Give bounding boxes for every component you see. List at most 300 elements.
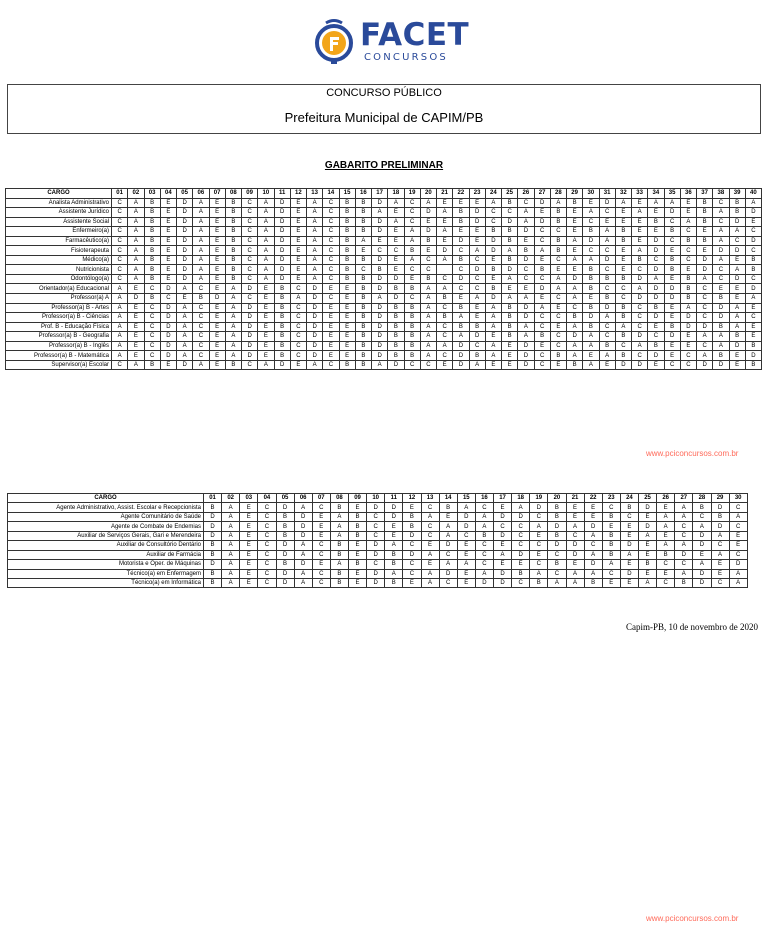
answer-cell: D [518, 313, 534, 323]
answer-cell: A [583, 341, 599, 351]
answer-cell: E [290, 198, 306, 208]
cargo-name: Auxiliar de Farmácia [8, 550, 204, 559]
answer-cell: B [144, 360, 160, 370]
answer-cell: A [372, 360, 388, 370]
answer-cell: E [729, 351, 745, 361]
answer-cell: C [258, 522, 276, 531]
answer-cell: D [648, 313, 664, 323]
answer-cell: A [697, 332, 713, 342]
answer-cell: D [420, 208, 436, 218]
answer-cell: C [475, 541, 493, 550]
answer-cell: E [620, 531, 638, 540]
answer-cell: B [355, 332, 371, 342]
answer-cell: A [258, 274, 274, 284]
question-number: 16 [355, 189, 371, 199]
answer-cell: C [534, 274, 550, 284]
answer-cell: E [323, 322, 339, 332]
answer-cell: A [475, 512, 493, 521]
answer-cell: E [240, 541, 258, 550]
answer-cell: B [355, 294, 371, 304]
cargo-name: Prof. B - Educação Física [6, 322, 112, 332]
answer-cell: E [567, 208, 583, 218]
answer-cell: A [602, 560, 620, 569]
answer-cell: E [209, 208, 225, 218]
answer-cell: C [632, 303, 648, 313]
answer-cell: B [639, 560, 657, 569]
answer-cell: A [469, 294, 485, 304]
answer-cell: D [620, 541, 638, 550]
answer-cell: E [421, 541, 439, 550]
answer-cell: B [339, 265, 355, 275]
question-number: 24 [620, 494, 638, 503]
answer-cell: C [437, 351, 453, 361]
answer-cell: D [729, 246, 745, 256]
answer-cell: E [599, 360, 615, 370]
answer-cell: B [330, 578, 348, 587]
answer-cell: D [453, 360, 469, 370]
answer-cell: E [602, 522, 620, 531]
answer-cell: E [648, 322, 664, 332]
answer-cell: C [160, 294, 176, 304]
answer-cell: E [160, 227, 176, 237]
answer-cell: E [290, 265, 306, 275]
answer-cell: A [128, 198, 144, 208]
question-number: 15 [457, 494, 475, 503]
answer-cell: C [144, 303, 160, 313]
answer-cell: C [599, 208, 615, 218]
answer-cell: D [177, 255, 193, 265]
answer-cell: C [312, 503, 330, 512]
answer-cell: B [534, 332, 550, 342]
answer-cell: A [583, 360, 599, 370]
answer-cell: B [404, 246, 420, 256]
answer-cell: D [494, 569, 512, 578]
answer-cell: C [534, 322, 550, 332]
answer-cell: E [664, 303, 680, 313]
answer-table-1 [5, 188, 762, 370]
answer-cell: D [729, 341, 745, 351]
answer-cell: B [697, 236, 713, 246]
answer-cell: B [403, 512, 421, 521]
answer-cell: C [144, 313, 160, 323]
answer-cell: E [485, 274, 501, 284]
answer-cell: E [339, 303, 355, 313]
answer-cell: D [697, 360, 713, 370]
question-number: 29 [711, 494, 729, 503]
answer-cell: A [258, 198, 274, 208]
answer-cell: A [225, 294, 241, 304]
answer-cell: B [355, 313, 371, 323]
answer-cell: E [312, 522, 330, 531]
question-number: 35 [664, 189, 680, 199]
question-number: 05 [276, 494, 294, 503]
answer-cell: C [550, 313, 566, 323]
answer-cell: B [583, 284, 599, 294]
answer-cell: E [160, 236, 176, 246]
answer-cell: D [439, 541, 457, 550]
answer-cell: E [258, 322, 274, 332]
answer-cell: E [485, 360, 501, 370]
answer-cell: C [713, 265, 729, 275]
answer-cell: A [518, 332, 534, 342]
answer-cell: C [312, 541, 330, 550]
answer-cell: E [632, 217, 648, 227]
answer-cell: D [599, 303, 615, 313]
answer-cell: B [602, 550, 620, 559]
answer-cell: D [160, 303, 176, 313]
answer-cell: B [713, 351, 729, 361]
answer-cell: A [420, 303, 436, 313]
answer-cell: C [713, 217, 729, 227]
answer-cell: E [209, 227, 225, 237]
answer-cell: D [648, 265, 664, 275]
answer-cell: A [494, 550, 512, 559]
answer-cell: C [711, 541, 729, 550]
answer-cell: B [339, 274, 355, 284]
answer-cell: A [469, 360, 485, 370]
answer-cell: B [274, 284, 290, 294]
answer-cell: C [323, 208, 339, 218]
answer-cell: D [177, 246, 193, 256]
answer-cell: C [242, 274, 258, 284]
answer-cell: D [420, 227, 436, 237]
answer-cell: A [307, 274, 323, 284]
answer-cell: E [550, 303, 566, 313]
answer-cell: A [632, 208, 648, 218]
answer-cell: A [222, 578, 240, 587]
answer-cell: D [648, 246, 664, 256]
answer-cell: D [437, 246, 453, 256]
answer-cell: C [602, 569, 620, 578]
answer-cell: A [729, 322, 745, 332]
answer-cell: C [367, 560, 385, 569]
cargo-name: Assistente Social [6, 217, 112, 227]
answer-cell: E [518, 236, 534, 246]
answer-cell: B [453, 255, 469, 265]
answer-cell: E [657, 569, 675, 578]
answer-cell: C [323, 198, 339, 208]
answer-cell: C [512, 522, 530, 531]
answer-cell: B [599, 274, 615, 284]
question-number: 07 [209, 189, 225, 199]
answer-cell: C [144, 351, 160, 361]
cargo-header: CARGO [8, 494, 204, 503]
answer-cell: D [242, 341, 258, 351]
answer-cell: C [258, 550, 276, 559]
answer-cell: A [420, 332, 436, 342]
answer-cell: A [534, 246, 550, 256]
answer-cell: D [403, 531, 421, 540]
answer-cell: D [274, 255, 290, 265]
answer-cell: C [453, 265, 469, 275]
answer-cell: A [485, 341, 501, 351]
answer-cell: D [518, 255, 534, 265]
answer-cell: D [713, 246, 729, 256]
answer-cell: B [355, 303, 371, 313]
answer-cell: B [276, 531, 294, 540]
answer-cell: B [502, 322, 518, 332]
answer-cell: C [534, 351, 550, 361]
answer-cell: A [567, 341, 583, 351]
answer-cell: A [615, 198, 631, 208]
answer-cell: A [518, 217, 534, 227]
answer-cell: E [567, 217, 583, 227]
answer-cell: E [469, 227, 485, 237]
question-number: 06 [193, 189, 209, 199]
table-row [6, 313, 762, 323]
answer-cell: E [457, 550, 475, 559]
answer-cell: E [584, 503, 602, 512]
answer-cell: B [437, 313, 453, 323]
answer-cell: A [112, 303, 128, 313]
answer-cell: A [485, 313, 501, 323]
answer-cell: B [388, 332, 404, 342]
answer-cell: C [599, 246, 615, 256]
answer-cell: A [258, 208, 274, 218]
answer-cell: A [177, 332, 193, 342]
answer-cell: D [697, 255, 713, 265]
answer-cell: E [639, 512, 657, 521]
table-row [8, 522, 748, 531]
answer-cell: E [657, 503, 675, 512]
answer-cell: C [475, 550, 493, 559]
answer-cell: B [664, 227, 680, 237]
answer-cell: D [204, 522, 222, 531]
answer-cell: C [664, 217, 680, 227]
answer-cell: E [745, 322, 761, 332]
answer-cell: C [258, 503, 276, 512]
answer-cell: D [160, 332, 176, 342]
answer-cell: E [258, 341, 274, 351]
answer-cell: D [242, 303, 258, 313]
answer-cell: A [307, 255, 323, 265]
answer-cell: E [372, 236, 388, 246]
answer-cell: C [193, 313, 209, 323]
table-row [6, 332, 762, 342]
answer-cell: B [675, 578, 693, 587]
answer-cell: C [312, 569, 330, 578]
answer-cell: E [680, 341, 696, 351]
answer-cell: C [258, 560, 276, 569]
answer-cell: C [664, 360, 680, 370]
question-number: 38 [713, 189, 729, 199]
answer-cell: C [112, 198, 128, 208]
answer-cell: B [502, 313, 518, 323]
answer-cell: D [457, 512, 475, 521]
answer-cell: E [502, 284, 518, 294]
table-header-row [8, 494, 748, 503]
question-number: 01 [204, 494, 222, 503]
table-row [6, 351, 762, 361]
answer-cell: C [485, 217, 501, 227]
answer-cell: D [729, 217, 745, 227]
answer-cell: B [274, 341, 290, 351]
answer-cell: E [312, 512, 330, 521]
answer-cell: B [388, 341, 404, 351]
answer-cell: A [128, 274, 144, 284]
question-number: 30 [583, 189, 599, 199]
question-number: 19 [530, 494, 548, 503]
answer-cell: A [112, 322, 128, 332]
table-row [6, 303, 762, 313]
answer-cell: B [330, 541, 348, 550]
answer-cell: E [632, 198, 648, 208]
answer-cell: D [494, 578, 512, 587]
answer-cell: D [276, 578, 294, 587]
table-row [6, 284, 762, 294]
answer-cell: C [475, 560, 493, 569]
answer-cell: B [745, 255, 761, 265]
answer-cell: A [457, 503, 475, 512]
answer-cell: B [648, 341, 664, 351]
answer-cell: C [453, 284, 469, 294]
answer-cell: C [530, 512, 548, 521]
cargo-name: Analista Administrativo [6, 198, 112, 208]
question-number: 13 [307, 189, 323, 199]
answer-cell: E [240, 578, 258, 587]
question-number: 17 [372, 189, 388, 199]
answer-cell: E [534, 255, 550, 265]
answer-cell: C [112, 265, 128, 275]
answer-cell: D [697, 322, 713, 332]
answer-cell: B [548, 531, 566, 540]
answer-cell: B [225, 227, 241, 237]
answer-cell: D [518, 360, 534, 370]
answer-cell: D [494, 531, 512, 540]
answer-cell: E [584, 512, 602, 521]
answer-cell: A [112, 332, 128, 342]
answer-cell: E [745, 303, 761, 313]
answer-cell: B [502, 198, 518, 208]
answer-cell: D [367, 569, 385, 578]
answer-cell: A [639, 578, 657, 587]
answer-cell: E [680, 198, 696, 208]
answer-cell: D [367, 503, 385, 512]
answer-cell: D [664, 284, 680, 294]
answer-cell: A [420, 322, 436, 332]
answer-cell: A [548, 578, 566, 587]
answer-cell: E [615, 217, 631, 227]
answer-cell: A [745, 294, 761, 304]
answer-cell: E [680, 332, 696, 342]
answer-cell: C [323, 294, 339, 304]
answer-cell: A [421, 569, 439, 578]
answer-cell: A [258, 217, 274, 227]
answer-cell: D [242, 284, 258, 294]
answer-cell: C [697, 294, 713, 304]
question-number: 05 [177, 189, 193, 199]
answer-cell: C [550, 255, 566, 265]
answer-cell: B [615, 332, 631, 342]
answer-cell: C [193, 303, 209, 313]
answer-cell: E [457, 578, 475, 587]
answer-cell: C [632, 351, 648, 361]
answer-cell: D [475, 578, 493, 587]
answer-cell: B [530, 578, 548, 587]
answer-cell: D [680, 313, 696, 323]
question-number: 02 [222, 494, 240, 503]
answer-cell: B [144, 217, 160, 227]
answer-cell: D [274, 360, 290, 370]
answer-cell: C [437, 322, 453, 332]
answer-cell: D [177, 208, 193, 218]
answer-cell: D [372, 341, 388, 351]
answer-cell: A [485, 322, 501, 332]
answer-cell: B [274, 303, 290, 313]
answer-cell: D [274, 198, 290, 208]
answer-cell: C [193, 332, 209, 342]
answer-cell: E [258, 294, 274, 304]
answer-cell: C [323, 274, 339, 284]
answer-cell: C [550, 341, 566, 351]
answer-cell: D [307, 303, 323, 313]
answer-cell: D [177, 360, 193, 370]
answer-cell: E [312, 560, 330, 569]
answer-cell: E [469, 313, 485, 323]
answer-cell: A [404, 255, 420, 265]
cargo-name: Motorista e Oper. de Máquinas [8, 560, 204, 569]
answer-cell: D [713, 360, 729, 370]
answer-cell: E [502, 351, 518, 361]
question-number: 24 [485, 189, 501, 199]
answer-cell: E [648, 208, 664, 218]
answer-cell: B [583, 322, 599, 332]
answer-cell: A [128, 217, 144, 227]
answer-cell: E [290, 227, 306, 237]
answer-cell: D [372, 313, 388, 323]
answer-cell: C [372, 246, 388, 256]
answer-cell: A [421, 512, 439, 521]
answer-cell: C [518, 274, 534, 284]
answer-cell: C [112, 255, 128, 265]
answer-cell: D [276, 569, 294, 578]
answer-cell: E [160, 208, 176, 218]
question-number: 28 [550, 189, 566, 199]
answer-cell: A [502, 246, 518, 256]
answer-cell: D [584, 522, 602, 531]
answer-cell: B [225, 265, 241, 275]
answer-cell: B [225, 236, 241, 246]
answer-cell: C [112, 274, 128, 284]
answer-cell: A [222, 560, 240, 569]
answer-cell: B [330, 550, 348, 559]
answer-cell: D [372, 255, 388, 265]
answer-cell: C [323, 265, 339, 275]
answer-cell: B [697, 208, 713, 218]
answer-cell: D [204, 560, 222, 569]
question-number: 33 [632, 189, 648, 199]
answer-cell: B [502, 227, 518, 237]
answer-cell: D [599, 255, 615, 265]
answer-cell: A [128, 255, 144, 265]
answer-cell: E [494, 560, 512, 569]
answer-cell: A [421, 578, 439, 587]
table-row [6, 208, 762, 218]
answer-cell: E [128, 284, 144, 294]
answer-cell: E [339, 284, 355, 294]
answer-cell: D [294, 560, 312, 569]
answer-cell: A [420, 294, 436, 304]
answer-cell: D [534, 198, 550, 208]
answer-cell: A [330, 512, 348, 521]
answer-cell: B [680, 294, 696, 304]
answer-cell: A [294, 569, 312, 578]
answer-cell: A [112, 341, 128, 351]
answer-cell: D [548, 522, 566, 531]
answer-cell: A [713, 236, 729, 246]
answer-cell: C [566, 531, 584, 540]
answer-cell: A [420, 313, 436, 323]
